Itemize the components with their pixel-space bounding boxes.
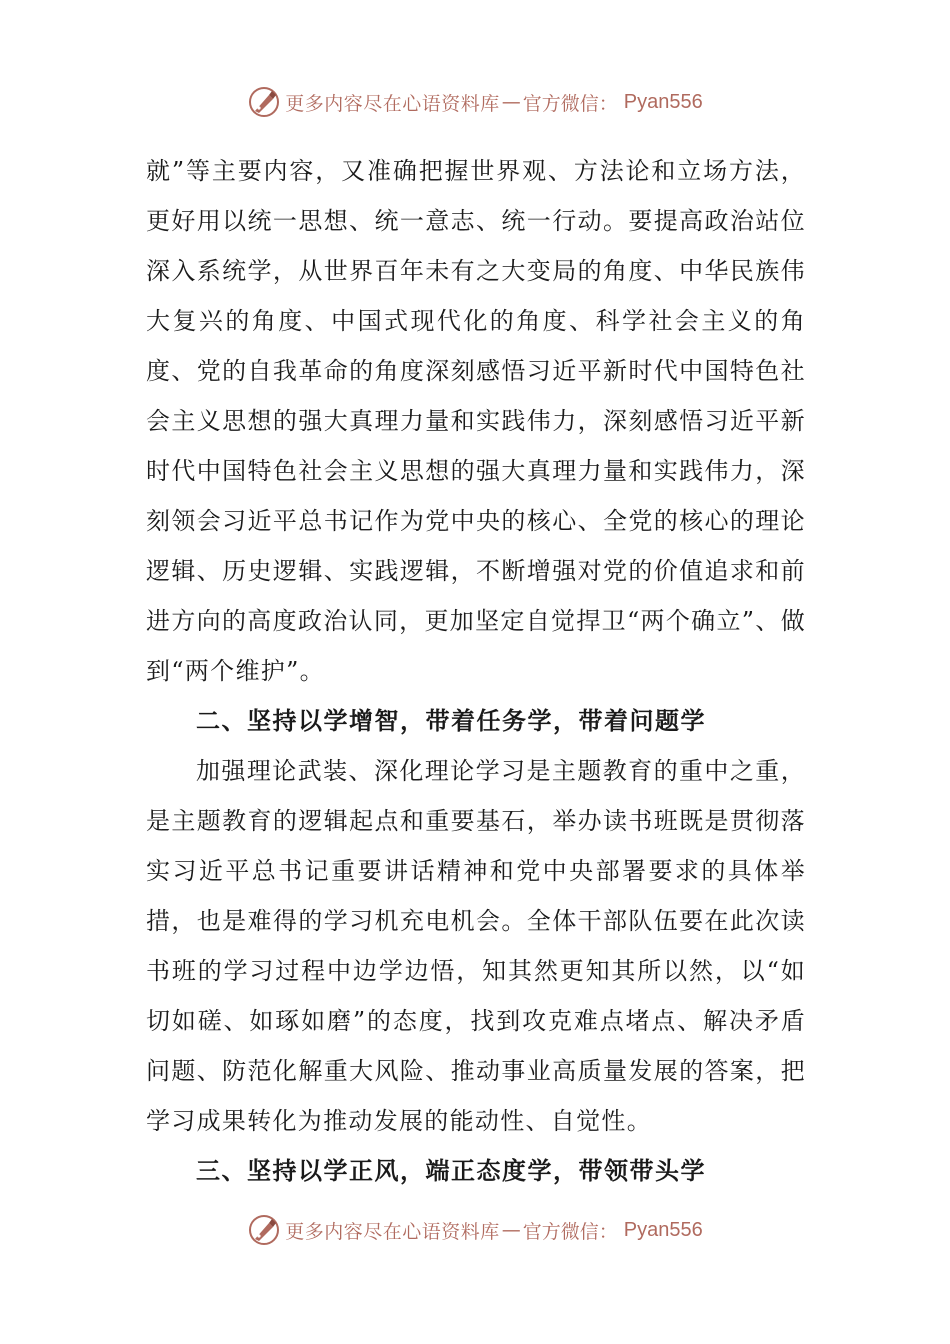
banner-separator: —	[501, 91, 521, 113]
paragraph-section-2: 加强理论武装、深化理论学习是主题教育的重中之重，是主题教育的逻辑起点和重要基石，举办读书班既是贯彻落实习近平总书记重要讲话精神和党中央部署要求的具体举措，也是难得的学习机充电机会。全体干部队伍要在此次读书班的学习过程中边学边悟，知其然更知其所以然，以“如切如磋、如琢如磨”的态度，找到攻克难点堵点、解决矛盾问题、防范化解重大风险、推动事业高质量发展的答案，把学习成果转化为推动发展的能动性、自觉性。	[146, 757, 806, 1135]
footer-banner	[0, 1210, 950, 1250]
pen-nib-icon	[247, 1213, 281, 1247]
banner-text: 更多内容尽在心语资料库	[285, 92, 500, 115]
document-body	[146, 146, 806, 1196]
banner-separator: —	[501, 1219, 521, 1241]
banner-wechat-id: Pyan556	[623, 90, 703, 113]
banner-wechat-label: 官方微信：	[522, 1220, 618, 1243]
banner-text: 更多内容尽在心语资料库	[285, 1220, 500, 1243]
banner-wechat-id: Pyan556	[623, 1218, 703, 1241]
banner-wechat-label: 官方微信：	[522, 92, 618, 115]
header-banner	[0, 82, 950, 122]
section-heading-3: 三、坚持以学正风，端正态度学，带领带头学	[196, 1157, 706, 1185]
paragraph-continuation: 就”等主要内容，又准确把握世界观、方法论和立场方法，更好用以统一思想、统一意志、统一行动。要提高政治站位深入系统学，从世界百年未有之大变局的角度、中华民族伟大复兴的角度、中国式现代化的角度、科学社会主义的角度、党的自我革命的角度深刻感悟习近平新时代中国特色社会主义思想的强大真理力量和实践伟力，深刻感悟习近平新时代中国特色社会主义思想的强大真理力量和实践伟力，深刻领会习近平总书记作为党中央的核心、全党的核心的理论逻辑、历史逻辑、实践逻辑，不断增强对党的价值追求和前进方向的高度政治认同，更加坚定自觉捍卫“两个确立”、做到“两个维护”。	[146, 157, 806, 685]
pen-nib-icon	[247, 85, 281, 119]
section-heading-2: 二、坚持以学增智，带着任务学，带着问题学	[196, 707, 706, 735]
